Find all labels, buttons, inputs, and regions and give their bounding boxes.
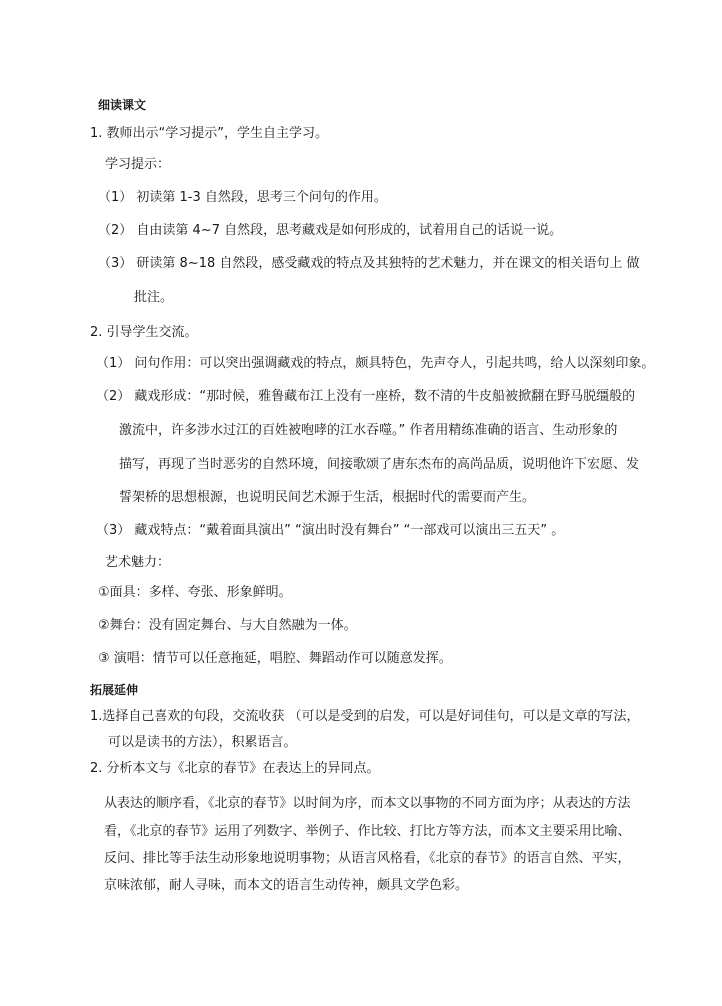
study-tip-1: （1） 初读第 1-3 自然段，思考三个问句的作用。 bbox=[98, 190, 387, 205]
extension-task-1-line1: 1.选择自己喜欢的句段，交流收获 （可以是受到的启发，可以是好词佳句，可以是文章的写法， bbox=[90, 709, 640, 724]
extension-task-1-line2: 可以是读书的方法），积累语言。 bbox=[108, 735, 297, 750]
charm-singing: ③ 演唱：情节可以任意拖延，唱腔、舞蹈动作可以随意发挥。 bbox=[98, 651, 452, 666]
study-tip-3-line1: （3） 研读第 8~18 自然段，感受藏戏的特点及其独特的艺术魅力，并在课文的相关语句上 做 bbox=[98, 256, 640, 271]
extension-task-2: 2. 分析本文与《北京的春节》在表达上的异同点。 bbox=[90, 761, 380, 776]
study-tip-3-line2: 批注。 bbox=[134, 290, 174, 305]
study-tip-2: （2） 自由读第 4~7 自然段，思考藏戏是如何形成的，试着用自己的话说一说。 bbox=[98, 223, 563, 238]
comparison-answer-line4: 京味浓郁，耐人寻味，而本文的语言生动传神，颇具文学色彩。 bbox=[104, 878, 469, 893]
section-heading-close-reading: 细读课文 bbox=[98, 98, 147, 112]
answer-opera-origin-line4: 誓架桥的思想根源，也说明民间艺术源于生活，根据时代的需要而产生。 bbox=[119, 490, 536, 505]
charm-masks: ①面具：多样、夸张、形象鲜明。 bbox=[98, 585, 292, 600]
charm-stage: ②舞台：没有固定舞台、与大自然融为一体。 bbox=[98, 618, 357, 633]
answer-opera-origin-line3: 描写，再现了当时恶劣的自然环境，间接歌颂了唐东杰布的高尚品质，说明他许下宏愿、发 bbox=[119, 457, 640, 472]
comparison-answer-line3: 反问、排比等手法生动形象地说明事物；从语言风格看，《北京的春节》的语言自然、平实， bbox=[104, 851, 631, 866]
answer-opera-origin-line2: 激流中，许多涉水过江的百姓被咆哮的江水吞噬。” 作者用精练准确的语言、生动形象的 bbox=[119, 423, 618, 438]
comparison-answer-line1: 从表达的顺序看，《北京的春节》以时间为序，而本文以事物的不同方面为序；从表达的方法 bbox=[104, 796, 631, 811]
section-heading-extension: 拓展延伸 bbox=[90, 683, 139, 697]
study-tips-label: 学习提示： bbox=[105, 157, 171, 172]
step-1-teacher-shows-tips: 1. 教师出示“学习提示”，学生自主学习。 bbox=[90, 126, 329, 141]
answer-opera-features: （3） 藏戏特点：“戴着面具演出” “演出时没有舞台” “一部戏可以演出三五天” 。 bbox=[96, 523, 565, 538]
comparison-answer-line2: 看，《北京的春节》运用了列数字、举例子、作比较、打比方等方法，而本文主要采用比喻、 bbox=[104, 824, 631, 839]
artistic-charm-label: 艺术魅力： bbox=[105, 555, 171, 570]
answer-question-function: （1） 问句作用：可以突出强调藏戏的特点，颇具特色，先声夺人，引起共鸣，给人以深刻印象。 bbox=[96, 356, 655, 371]
answer-opera-origin-line1: （2） 藏戏形成：“那时候，雅鲁藏布江上没有一座桥，数不清的牛皮船被掀翻在野马脱缰般的 bbox=[96, 389, 636, 404]
step-2-guide-discussion: 2. 引导学生交流。 bbox=[90, 325, 198, 340]
